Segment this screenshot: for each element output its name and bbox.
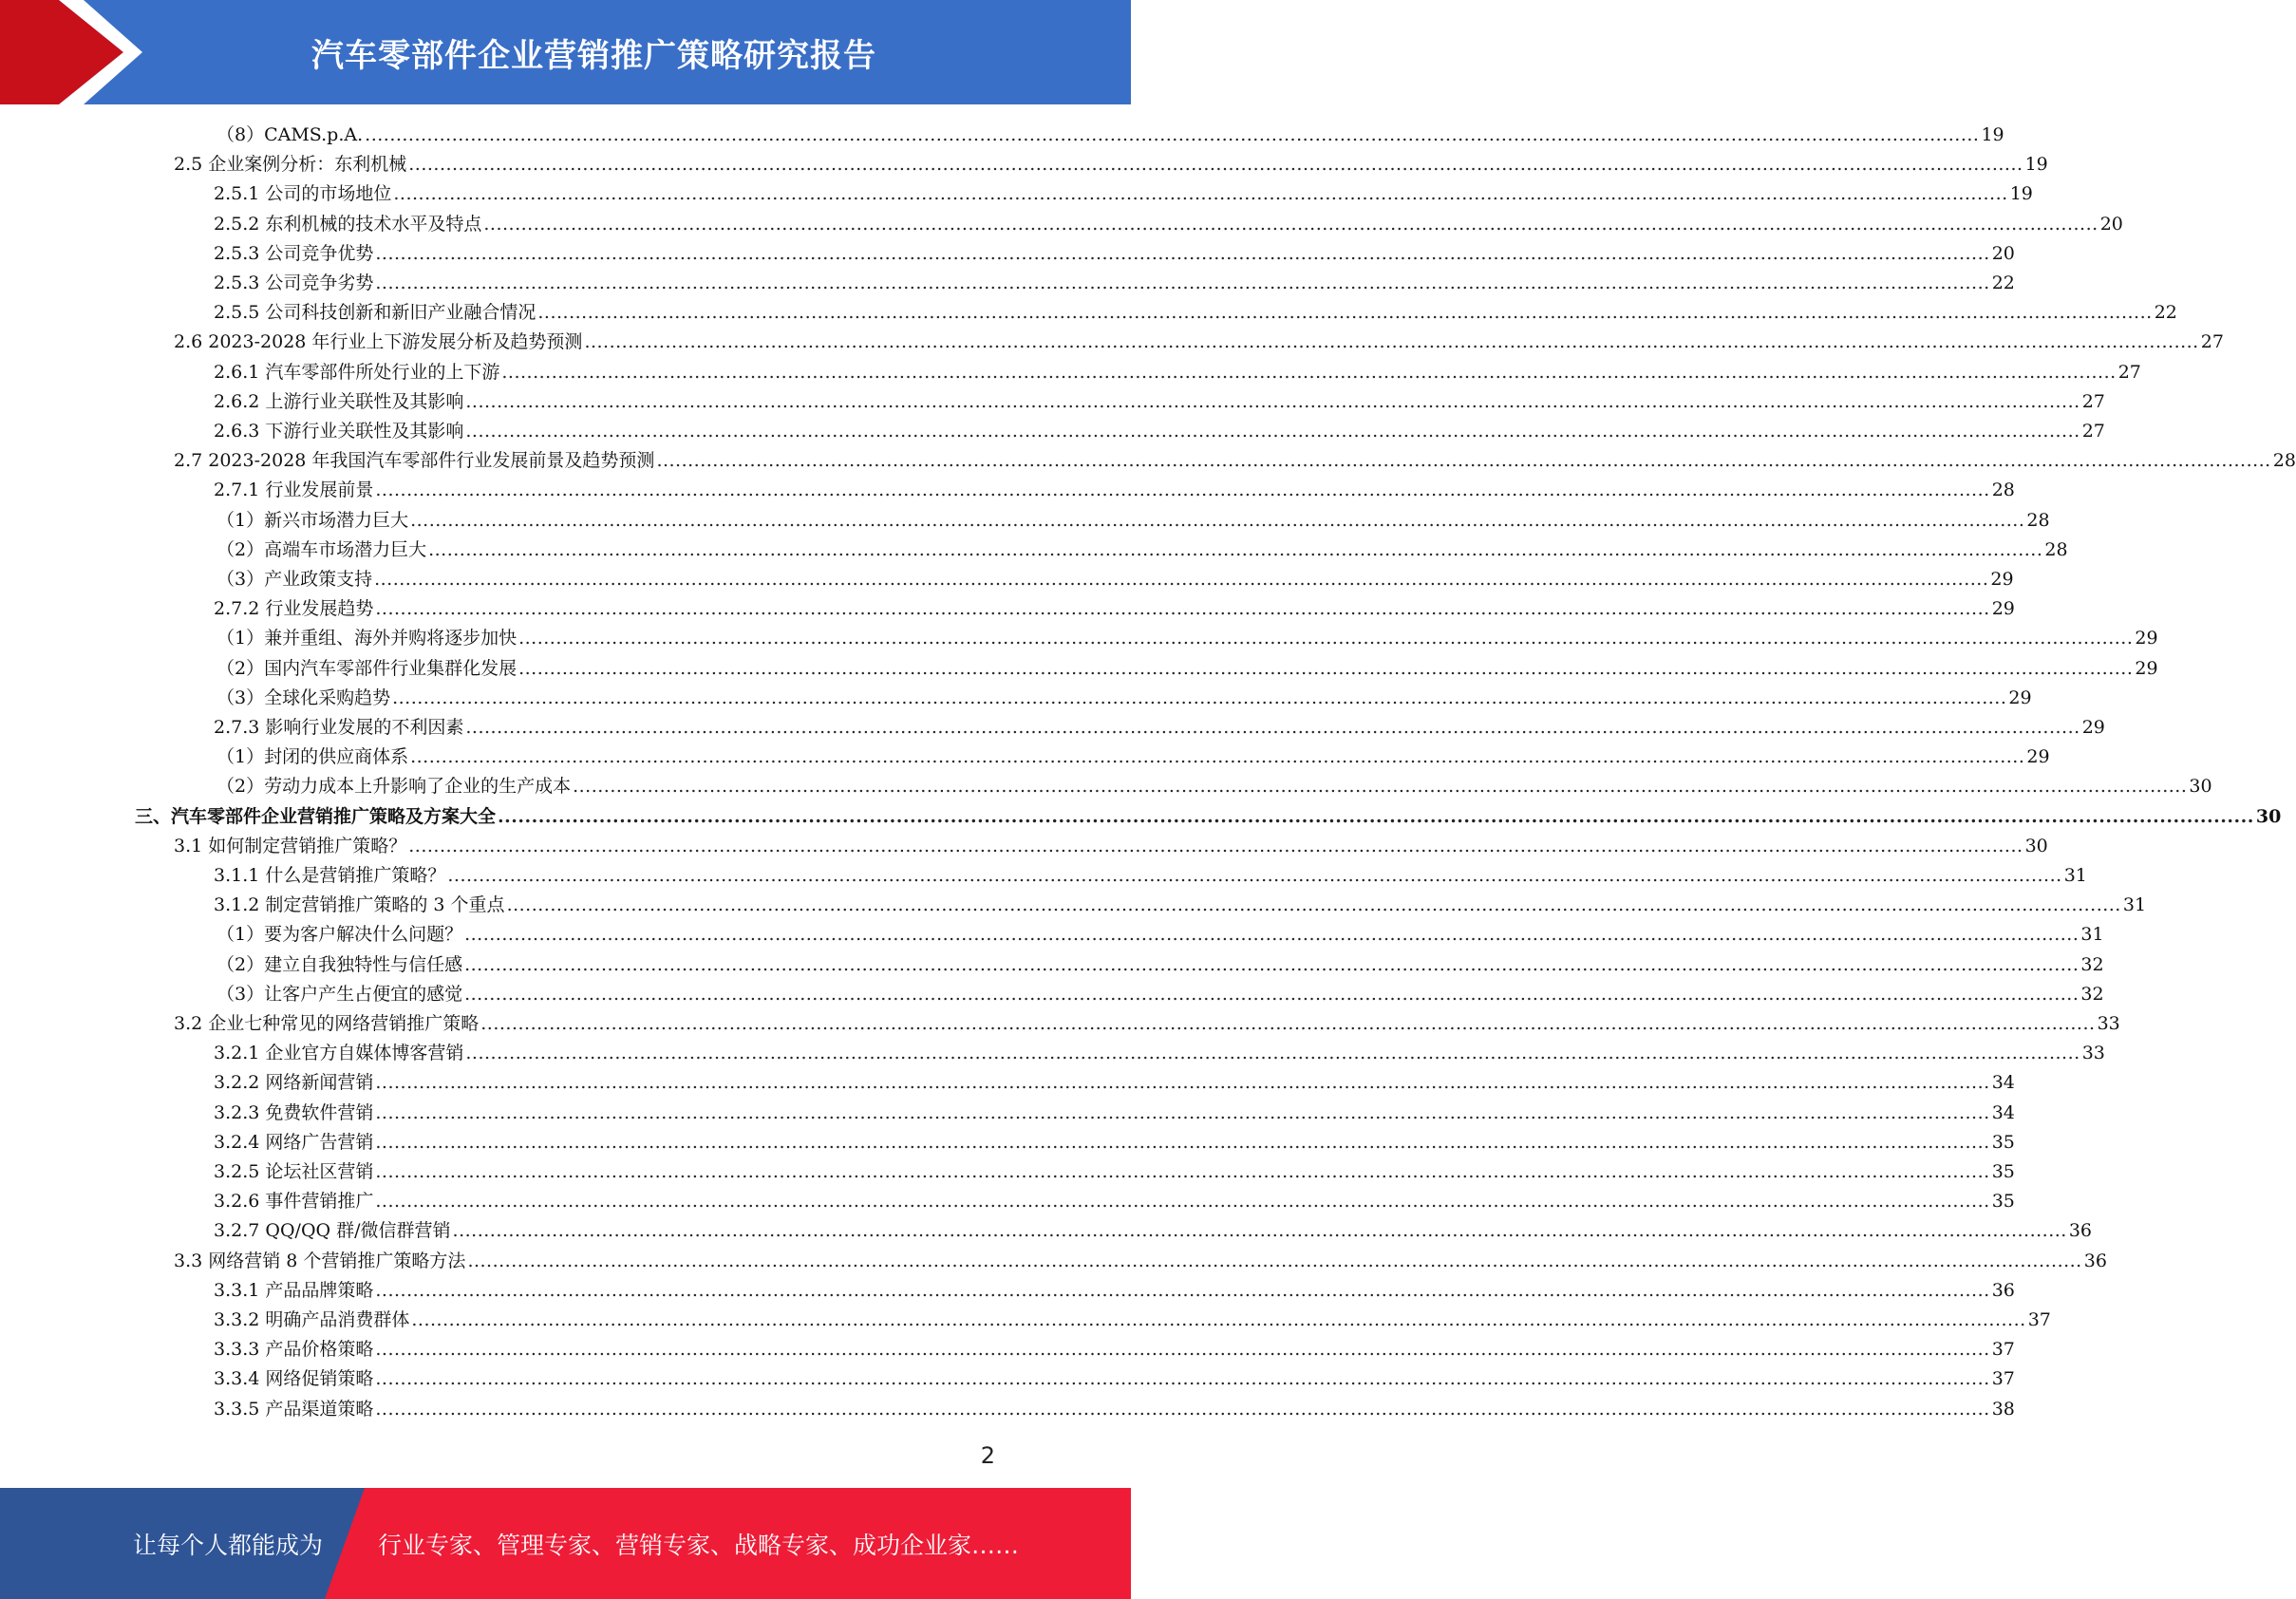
toc-entry-page: 19	[2009, 183, 2033, 205]
toc-entry-label: 2.5.3 公司竞争劣势	[214, 273, 374, 293]
toc-leader-dots: ....................................................................................................................................................................................................................................................................	[573, 776, 2188, 798]
toc-entry-page: 36	[1991, 1279, 2015, 1301]
toc-entry-page: 31	[2122, 894, 2147, 916]
toc-entry[interactable]	[0, 1306, 2051, 1335]
toc-entry[interactable]	[0, 1276, 2015, 1306]
toc-entry-page: 28	[2026, 509, 2050, 531]
toc-entry-label: （3）让客户产生占便宜的感觉	[216, 983, 463, 1005]
toc-leader-dots: ....................................................................................................................................................................................................................................................................	[375, 598, 1990, 620]
toc-entry-page: 32	[2080, 983, 2104, 1005]
toc-entry-label: 三、汽车零部件企业营销推广策略及方案大全	[135, 805, 497, 827]
toc-entry-page: 34	[1991, 1072, 2015, 1094]
toc-entry-page: 29	[1991, 598, 2015, 620]
toc-entry-page: 22	[2154, 302, 2177, 324]
toc-entry-page: 19	[1981, 124, 2004, 145]
toc-entry-label: 3.2.2 网络新闻营销	[214, 1072, 374, 1094]
toc-leader-dots: ....................................................................................................................................................................................................................................................................	[501, 361, 2117, 383]
toc-entry-label: 2.7.2 行业发展趋势	[214, 598, 374, 620]
toc-entry-page: 29	[1990, 569, 2014, 590]
toc-entry-page: 33	[2097, 1013, 2120, 1034]
toc-entry-label: 2.7 2023-2028 年我国汽车零部件行业发展前景及趋势预测	[174, 450, 655, 472]
toc-entry[interactable]	[0, 594, 2015, 624]
toc-entry-label: （2）劳动力成本上升影响了企业的生产成本	[216, 776, 572, 798]
toc-leader-dots: ....................................................................................................................................................................................................................................................................	[408, 835, 2023, 856]
toc-leader-dots: ....................................................................................................................................................................................................................................................................	[467, 1250, 2082, 1271]
toc-entry-label: 3.3 网络营销 8 个营销推广策略方法	[174, 1250, 466, 1271]
toc-entry-page: 30	[2189, 776, 2212, 798]
toc-entry-label: 2.6 2023-2028 年行业上下游发展分析及趋势预测	[174, 331, 583, 353]
toc-leader-dots: ....................................................................................................................................................................................................................................................................	[518, 657, 2134, 679]
toc-entry-label: 3.2.3 免费软件营销	[214, 1101, 374, 1123]
toc-entry[interactable]	[0, 1335, 2015, 1364]
toc-entry[interactable]	[0, 446, 2296, 476]
toc-entry-label: 2.6.2 上游行业关联性及其影响	[214, 390, 464, 412]
toc-entry[interactable]	[0, 950, 2104, 980]
toc-entry-label: 3.3.4 网络促销策略	[214, 1368, 374, 1390]
toc-entry-label: 3.3.5 产品渠道策略	[214, 1398, 374, 1420]
toc-leader-dots: ....................................................................................................................................................................................................................................................................	[464, 924, 2080, 946]
toc-entry-label: （2）国内汽车零部件行业集群化发展	[216, 657, 518, 679]
toc-entry[interactable]	[0, 891, 2147, 920]
toc-entry-label: 3.3.1 产品品牌策略	[214, 1279, 374, 1301]
toc-entry[interactable]	[0, 980, 2104, 1009]
toc-entry-page: 27	[2081, 390, 2105, 412]
toc-leader-dots: ....................................................................................................................................................................................................................................................................	[480, 1013, 2096, 1034]
toc-entry-label: 2.5.5 公司科技创新和新旧产业融合情况	[214, 302, 536, 324]
toc-entry[interactable]	[0, 210, 2123, 239]
toc-entry[interactable]	[0, 1157, 2015, 1187]
toc-entry[interactable]	[0, 684, 2032, 713]
toc-entry-label: 3.1.1 什么是营销推广策略？	[214, 865, 446, 886]
toc-entry-label: 3.2 企业七种常见的网络营销推广策略	[174, 1013, 480, 1034]
toc-leader-dots: ....................................................................................................................................................................................................................................................................	[464, 953, 2080, 975]
toc-entry-page: 19	[2024, 154, 2048, 176]
toc-entry[interactable]	[0, 713, 2105, 743]
toc-entry-page: 28	[2044, 538, 2068, 560]
toc-entry-page: 33	[2081, 1043, 2105, 1064]
toc-entry-page: 31	[2063, 865, 2087, 886]
toc-entry[interactable]	[0, 387, 2105, 417]
toc-entry[interactable]	[0, 298, 2177, 328]
toc-leader-dots: ....................................................................................................................................................................................................................................................................	[392, 687, 2007, 708]
toc-entry[interactable]	[0, 1099, 2015, 1128]
page-number: 2	[980, 1442, 995, 1469]
toc-entry-label: （1）兼并重组、海外并购将逐步加快	[216, 628, 518, 649]
toc-entry-label: （2）高端车市场潜力巨大	[216, 538, 427, 560]
toc-leader-dots: ....................................................................................................................................................................................................................................................................	[537, 302, 2153, 324]
toc-leader-dots: ....................................................................................................................................................................................................................................................................	[506, 894, 2121, 916]
toc-entry[interactable]	[0, 772, 2212, 801]
toc-leader-dots: ....................................................................................................................................................................................................................................................................	[465, 421, 2080, 442]
toc-entry-label: （3）全球化采购趋势	[216, 687, 391, 708]
toc-leader-dots: ....................................................................................................................................................................................................................................................................	[411, 1309, 2026, 1330]
toc-leader-dots: ....................................................................................................................................................................................................................................................................	[393, 183, 2008, 205]
toc-entry-label: （1）新兴市场潜力巨大	[216, 509, 409, 531]
toc-entry[interactable]	[0, 832, 2048, 861]
toc-entry-label: （1）封闭的供应商体系	[216, 746, 409, 768]
toc-entry[interactable]	[0, 476, 2015, 505]
toc-entry[interactable]	[0, 1187, 2015, 1216]
toc-leader-dots: ....................................................................................................................................................................................................................................................................	[375, 1279, 1990, 1301]
toc-entry[interactable]	[0, 1216, 2093, 1246]
toc-entry[interactable]	[0, 565, 2014, 594]
toc-entry-page: 37	[2027, 1309, 2051, 1330]
toc-entry-page: 32	[2080, 953, 2104, 975]
toc-entry[interactable]	[0, 1247, 2107, 1276]
toc-entry-label: 2.5.2 东利机械的技术水平及特点	[214, 213, 482, 235]
toc-entry-page: 22	[1991, 273, 2015, 293]
toc-leader-dots: ....................................................................................................................................................................................................................................................................	[498, 805, 2254, 827]
toc-entry-page: 36	[2083, 1250, 2107, 1271]
toc-entry[interactable]	[0, 269, 2015, 298]
toc-leader-dots: ....................................................................................................................................................................................................................................................................	[584, 331, 2199, 353]
toc-entry-label: 3.3.3 产品价格策略	[214, 1339, 374, 1361]
toc-entry-page: 37	[1991, 1368, 2015, 1390]
toc-entry-page: 35	[1991, 1161, 2015, 1182]
toc-entry[interactable]	[0, 920, 2104, 950]
toc-leader-dots: ....................................................................................................................................................................................................................................................................	[518, 628, 2134, 649]
toc-entry[interactable]	[0, 624, 2158, 653]
toc-entry[interactable]	[0, 654, 2158, 684]
toc-leader-dots: ....................................................................................................................................................................................................................................................................	[408, 154, 2023, 176]
footer-slogan-left: 让每个人都能成为	[133, 1531, 324, 1559]
page-footer	[0, 1488, 1131, 1599]
toc-entry-page: 29	[2026, 746, 2050, 768]
toc-leader-dots: ....................................................................................................................................................................................................................................................................	[428, 538, 2043, 560]
toc-entry-page: 29	[2135, 628, 2158, 649]
toc-entry-label: （8）CAMS.p.A.	[216, 124, 364, 145]
toc-entry-label: 2.6.3 下游行业关联性及其影响	[214, 421, 464, 442]
toc-entry-label: 2.5.1 公司的市场地位	[214, 183, 392, 205]
toc-entry[interactable]	[0, 150, 2048, 179]
toc-leader-dots: ....................................................................................................................................................................................................................................................................	[375, 1072, 1990, 1094]
toc-leader-dots: ....................................................................................................................................................................................................................................................................	[410, 509, 2025, 531]
toc-leader-dots: ....................................................................................................................................................................................................................................................................	[375, 1131, 1990, 1153]
toc-entry-page: 20	[2099, 213, 2123, 235]
toc-entry-label: （3）产业政策支持	[216, 569, 373, 590]
toc-entry-page: 36	[2068, 1220, 2093, 1242]
toc-entry[interactable]	[0, 506, 2050, 536]
toc-entry-page: 31	[2080, 924, 2104, 946]
toc-entry[interactable]	[0, 1039, 2105, 1068]
toc-entry-page: 35	[1991, 1131, 2015, 1153]
toc-entry[interactable]	[0, 121, 2004, 150]
toc-leader-dots: ....................................................................................................................................................................................................................................................................	[656, 450, 2271, 472]
toc-entry[interactable]	[0, 239, 2015, 269]
toc-leader-dots: ....................................................................................................................................................................................................................................................................	[465, 390, 2080, 412]
toc-entry-label: 3.2.4 网络广告营销	[214, 1131, 374, 1153]
toc-entry-label: 3.1 如何制定营销推广策略？	[174, 835, 407, 856]
toc-entry[interactable]	[0, 358, 2141, 387]
toc-leader-dots: ....................................................................................................................................................................................................................................................................	[375, 1398, 1990, 1420]
toc-entry[interactable]	[0, 328, 2224, 357]
toc-entry-label: 2.6.1 汽车零部件所处行业的上下游	[214, 361, 500, 383]
toc-leader-dots: ....................................................................................................................................................................................................................................................................	[375, 1161, 1990, 1182]
toc-entry-page: 29	[2008, 687, 2032, 708]
toc-entry-label: 3.2.7 QQ/QQ 群/微信群营销	[214, 1220, 451, 1242]
toc-entry[interactable]	[0, 1395, 2015, 1424]
toc-leader-dots: ....................................................................................................................................................................................................................................................................	[452, 1220, 2067, 1242]
toc-leader-dots: ....................................................................................................................................................................................................................................................................	[375, 1191, 1990, 1213]
toc-entry[interactable]	[0, 179, 2033, 209]
toc-entry[interactable]	[0, 536, 2068, 565]
toc-entry-page: 28	[1991, 480, 2015, 501]
toc-entry-page: 27	[2117, 361, 2141, 383]
toc-entry-label: 2.7.3 影响行业发展的不利因素	[214, 717, 464, 738]
toc-entry-label: 2.5 企业案例分析：东利机械	[174, 154, 407, 176]
toc-entry[interactable]	[0, 802, 2282, 832]
toc-entry[interactable]	[0, 417, 2105, 446]
toc-leader-dots: ....................................................................................................................................................................................................................................................................	[375, 1368, 1990, 1390]
toc-leader-dots: ....................................................................................................................................................................................................................................................................	[447, 865, 2062, 886]
toc-entry-page: 27	[2200, 331, 2224, 353]
toc-entry-label: 3.1.2 制定营销推广策略的 3 个重点	[214, 894, 505, 916]
toc-leader-dots: ....................................................................................................................................................................................................................................................................	[464, 983, 2080, 1005]
toc-entry-page: 29	[2081, 717, 2105, 738]
toc-leader-dots: ....................................................................................................................................................................................................................................................................	[375, 1101, 1990, 1123]
toc-entry-page: 20	[1991, 242, 2015, 264]
toc-entry-page: 35	[1991, 1191, 2015, 1213]
toc-entry-label: （1）要为客户解决什么问题？	[216, 924, 463, 946]
toc-entry-label: 3.2.5 论坛社区营销	[214, 1161, 374, 1182]
toc-leader-dots: ....................................................................................................................................................................................................................................................................	[465, 717, 2080, 738]
toc-leader-dots: ....................................................................................................................................................................................................................................................................	[483, 213, 2098, 235]
toc-entry-label: 3.2.6 事件营销推广	[214, 1191, 374, 1213]
toc-entry-page: 29	[2135, 657, 2158, 679]
toc-entry-page: 27	[2081, 421, 2105, 442]
toc-entry[interactable]	[0, 1364, 2015, 1394]
toc-leader-dots: ....................................................................................................................................................................................................................................................................	[375, 1339, 1990, 1361]
toc-leader-dots: ....................................................................................................................................................................................................................................................................	[374, 569, 1989, 590]
toc-entry-page: 30	[2024, 835, 2048, 856]
toc-entry-label: （2）建立自我独特性与信任感	[216, 953, 463, 975]
page-header	[0, 0, 1131, 104]
toc-entry[interactable]	[0, 861, 2087, 891]
toc-entry-page: 28	[2272, 450, 2296, 472]
toc-entry[interactable]	[0, 1009, 2120, 1039]
toc-entry-page: 38	[1991, 1398, 2015, 1420]
toc-leader-dots: ....................................................................................................................................................................................................................................................................	[365, 124, 1980, 145]
toc-leader-dots: ....................................................................................................................................................................................................................................................................	[375, 273, 1990, 293]
toc-entry-label: 2.5.3 公司竞争优势	[214, 242, 374, 264]
toc-entry-label: 3.2.1 企业官方自媒体博客营销	[214, 1043, 464, 1064]
toc-leader-dots: ....................................................................................................................................................................................................................................................................	[375, 480, 1990, 501]
toc-entry[interactable]	[0, 743, 2050, 772]
toc-entry-page: 37	[1991, 1339, 2015, 1361]
footer-slogan-right: 行业专家、管理专家、营销专家、战略专家、成功企业家……	[378, 1531, 1020, 1559]
toc-entry-label: 3.3.2 明确产品消费群体	[214, 1309, 410, 1330]
toc-leader-dots: ....................................................................................................................................................................................................................................................................	[375, 242, 1990, 264]
toc-entry-page: 30	[2255, 805, 2282, 827]
toc-entry-label: 2.7.1 行业发展前景	[214, 480, 374, 501]
toc-leader-dots: ....................................................................................................................................................................................................................................................................	[410, 746, 2025, 768]
toc-entry[interactable]	[0, 1068, 2015, 1098]
toc-entry[interactable]	[0, 1128, 2015, 1157]
report-title: 汽车零部件企业营销推广策略研究报告	[311, 36, 876, 75]
toc-entry-page: 34	[1991, 1101, 2015, 1123]
toc-leader-dots: ....................................................................................................................................................................................................................................................................	[465, 1043, 2080, 1064]
